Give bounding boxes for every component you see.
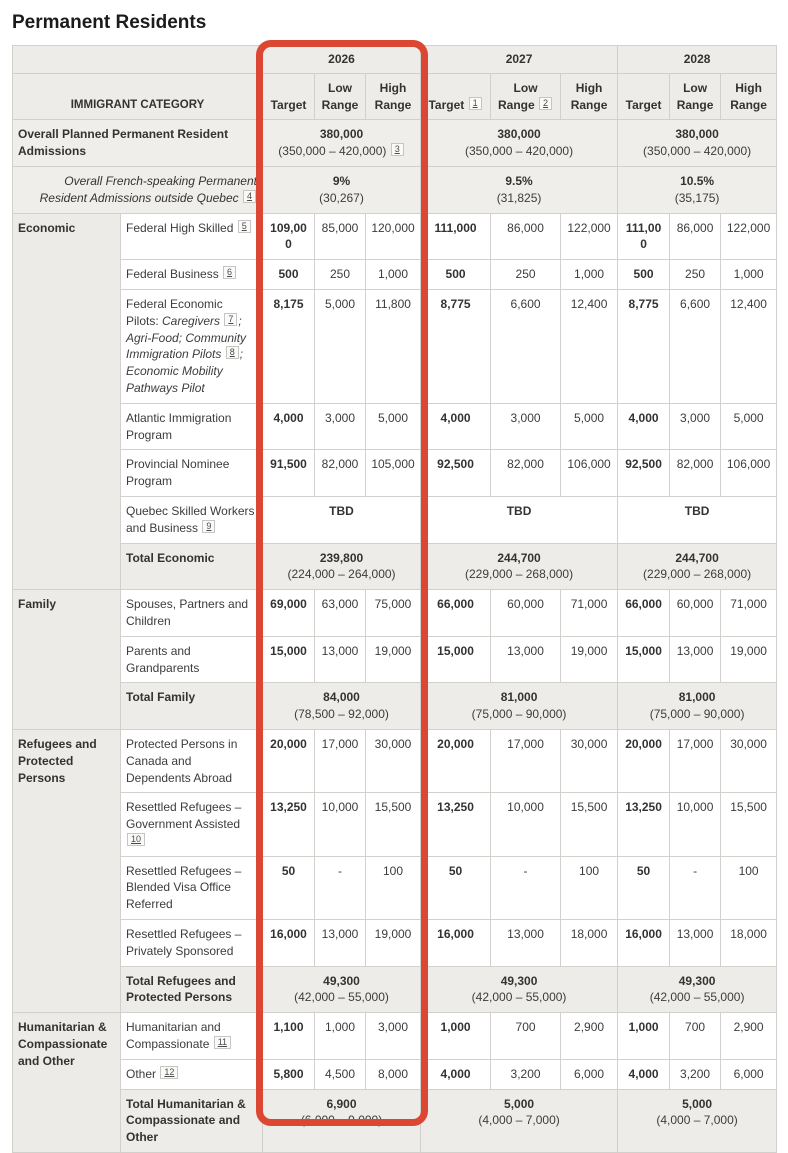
high-range-cell: 122,000 [561,213,618,260]
year-header-row [13,46,777,74]
low-range-cell: 5,000 [315,289,366,403]
high-range-cell: 2,900 [561,1013,618,1060]
other [13,1059,777,1089]
target-cell: 8,175 [263,289,315,403]
high-range-cell: 5,000 [366,403,421,450]
row-label: Overall French-speaking Permanent Resident Admissions outside Quebec 4 [13,166,263,213]
total-row-label: Total Humanitarian & Compassionate and Other [121,1089,263,1152]
total-value-cell [421,683,618,730]
low-range-cell: 60,000 [491,590,561,637]
row-label: Quebec Skilled Workers and Business 9 [121,496,263,543]
target-cell: 66,000 [618,590,670,637]
column-header: Target [618,73,670,120]
total-main-value: 49,300 [323,973,360,988]
high-range-cell: 18,000 [721,920,777,967]
target-cell: 16,000 [263,920,315,967]
total-range-value: (229,000 – 268,000) [643,567,752,582]
column-header: Low Range [670,73,721,120]
immigrant-category-header: IMMIGRANT CATEGORY [13,73,263,120]
low-range-cell: 3,000 [670,403,721,450]
row-label: Protected Persons in Canada and Dependents Abroad [121,729,263,792]
total-value-cell [263,1089,421,1152]
total-main-value: 5,000 [504,1096,535,1111]
target-cell: 15,000 [263,636,315,683]
total-main-value: 380,000 [497,127,541,142]
total-value-cell [421,966,618,1013]
high-range-cell: 12,400 [561,289,618,403]
target-cell: 20,000 [421,729,491,792]
row-label: Resettled Refugees – Government Assisted 10 [121,793,263,856]
total-row-label: Total Refugees and Protected Persons [121,966,263,1013]
target-cell: 20,000 [263,729,315,792]
total-range-value: (31,825) [496,190,542,205]
target-cell: 16,000 [618,920,670,967]
high-range-cell: 5,000 [721,403,777,450]
low-range-cell: 4,500 [315,1059,366,1089]
high-range-cell: 19,000 [721,636,777,683]
low-range-cell: - [315,856,366,919]
high-range-cell: 120,000 [366,213,421,260]
target-cell: 66,000 [421,590,491,637]
high-range-cell: 71,000 [721,590,777,637]
target-cell: 500 [421,260,491,290]
total-main-value: 10.5% [680,173,715,188]
target-cell: 50 [263,856,315,919]
total-range-value: (42,000 – 55,000) [294,990,389,1005]
total-value-cell [263,120,421,167]
low-range-cell: 700 [670,1013,721,1060]
total-range-value: (350,000 – 420,000) 3 [268,143,415,160]
target-cell: 4,000 [263,403,315,450]
low-range-cell: 250 [315,260,366,290]
federal-business [13,260,777,290]
total-main-value: 9.5% [505,173,533,188]
row-label: Spouses, Partners and Children [121,590,263,637]
high-range-cell: 122,000 [721,213,777,260]
target-cell: 111,000 [421,213,491,260]
target-cell: 50 [421,856,491,919]
target-cell: 1,000 [421,1013,491,1060]
total-row-label: Total Family [121,683,263,730]
low-range-cell: 10,000 [315,793,366,856]
low-range-cell: 13,000 [670,636,721,683]
high-range-cell: 71,000 [561,590,618,637]
category-cell: Economic [13,213,121,590]
target-cell: 20,000 [618,729,670,792]
low-range-cell: 86,000 [670,213,721,260]
total-range-value: (6,000 – 9,000) [300,1113,383,1128]
high-range-cell: 100 [366,856,421,919]
low-range-cell: 63,000 [315,590,366,637]
low-range-cell: 60,000 [670,590,721,637]
atlantic-immigration-program [13,403,777,450]
total-range-value: (75,000 – 90,000) [649,707,745,722]
column-header: High Range [721,73,777,120]
total-range-value: (42,000 – 55,000) [471,990,567,1005]
low-range-cell: - [491,856,561,919]
target-cell: 15,000 [618,636,670,683]
high-range-cell: 8,000 [366,1059,421,1089]
high-range-cell: 106,000 [721,450,777,497]
low-range-cell: 1,000 [315,1013,366,1060]
low-range-cell: 6,600 [670,289,721,403]
low-range-cell: 13,000 [491,636,561,683]
quebec-skilled-workers [13,496,777,543]
high-range-cell: 100 [721,856,777,919]
row-label: Federal Economic Pilots: Caregivers 7 ; Agri-Food; Community Immigration Pilots 8 ; Economic Mobility Pathways Pilot [121,289,263,403]
total-humanitarian-compassionate-other [13,1089,777,1152]
target-cell: 4,000 [618,1059,670,1089]
total-row-label: Total Economic [121,543,263,590]
total-main-value: 244,700 [497,550,541,565]
target-cell: 13,250 [263,793,315,856]
resettled-blended-visa-office [13,856,777,919]
footnote-link[interactable]: 5 [238,220,251,233]
high-range-cell: 75,000 [366,590,421,637]
target-cell: 50 [618,856,670,919]
high-range-cell: 2,900 [721,1013,777,1060]
high-range-cell: 12,400 [721,289,777,403]
high-range-cell: 1,000 [721,260,777,290]
total-value-cell [263,543,421,590]
total-value-cell [421,120,618,167]
footnote-link[interactable]: 1 [469,97,482,110]
corner-cell [13,46,263,74]
total-main-value: 81,000 [678,690,716,705]
total-main-value: 84,000 [323,690,360,705]
low-range-cell: 17,000 [491,729,561,792]
row-label: Overall Planned Permanent Resident Admissions [13,120,263,167]
total-range-value: (42,000 – 55,000) [649,990,745,1005]
column-header: Target 1 [421,73,491,120]
high-range-cell: 18,000 [561,920,618,967]
high-range-cell: 3,000 [366,1013,421,1060]
row-label: Humanitarian and Compassionate 11 [121,1013,263,1060]
high-range-cell: 19,000 [561,636,618,683]
overall-planned-admissions [13,120,777,167]
row-label: Resettled Refugees – Blended Visa Office Referred [121,856,263,919]
footnote-link[interactable]: 12 [160,1066,178,1079]
total-range-value: (75,000 – 90,000) [471,707,567,722]
table-body [13,120,777,1153]
target-cell: 5,800 [263,1059,315,1089]
total-main-value: 380,000 [675,127,719,142]
total-value-cell [263,683,421,730]
high-range-cell: 106,000 [561,450,618,497]
footnote-link[interactable]: 2 [539,97,552,110]
total-range-value: (229,000 – 268,000) [465,567,574,582]
high-range-cell: 105,000 [366,450,421,497]
year-header-2028: 2028 [618,46,777,74]
resettled-government-assisted [13,793,777,856]
total-range-value: (224,000 – 264,000) [287,567,396,582]
total-refugees-protected-persons [13,966,777,1013]
row-label: Federal Business 6 [121,260,263,290]
footnote-link[interactable]: 3 [391,143,404,156]
target-cell: 111,000 [618,213,670,260]
footnote-link[interactable]: 9 [202,520,215,533]
year-header-2027: 2027 [421,46,618,74]
merged-value-cell: TBD [263,496,421,543]
row-label: Provincial Nominee Program [121,450,263,497]
total-range-value: (4,000 – 7,000) [656,1113,738,1128]
low-range-cell: 85,000 [315,213,366,260]
merged-value-cell: TBD [421,496,618,543]
resettled-privately-sponsored [13,920,777,967]
column-header: Target [263,73,315,120]
table-header [13,46,777,120]
target-cell: 8,775 [618,289,670,403]
low-range-cell: 86,000 [491,213,561,260]
high-range-cell: 1,000 [561,260,618,290]
total-value-cell [421,166,618,213]
low-range-cell: 3,200 [670,1059,721,1089]
total-main-value: 244,700 [675,550,719,565]
row-label-italic-text: Economic Mobility Pathways Pilot [126,364,223,395]
total-main-value: 6,900 [326,1096,357,1111]
total-main-value: 49,300 [678,973,716,988]
high-range-cell: 30,000 [721,729,777,792]
low-range-cell: 13,000 [315,636,366,683]
total-main-value: 81,000 [500,690,538,705]
low-range-cell: 13,000 [491,920,561,967]
target-cell: 500 [618,260,670,290]
low-range-cell: 6,600 [491,289,561,403]
total-value-cell [618,966,777,1013]
low-range-cell: 82,000 [315,450,366,497]
footnote-link[interactable]: 6 [223,266,236,279]
footnote-link[interactable]: 4 [243,190,256,203]
high-range-cell: 30,000 [561,729,618,792]
row-label-italic-text: Caregivers [162,313,224,328]
year-header-2026: 2026 [263,46,421,74]
row-label-italic-text: ; [239,347,244,362]
low-range-cell: 17,000 [315,729,366,792]
footnote-link[interactable]: 10 [127,833,145,846]
total-value-cell [263,166,421,213]
target-cell: 13,250 [618,793,670,856]
target-cell: 8,775 [421,289,491,403]
high-range-cell: 6,000 [561,1059,618,1089]
total-main-value: 239,800 [319,550,364,565]
low-range-cell: 250 [670,260,721,290]
federal-high-skilled [13,213,777,260]
total-main-value: 9% [332,173,351,188]
target-cell: 91,500 [263,450,315,497]
high-range-cell: 6,000 [721,1059,777,1089]
total-main-value: 49,300 [500,973,538,988]
high-range-cell: 15,500 [561,793,618,856]
low-range-cell: 13,000 [670,920,721,967]
high-range-cell: 19,000 [366,920,421,967]
row-label-italic-text: ; [238,313,242,328]
provincial-nominee-program [13,450,777,497]
total-value-cell [618,683,777,730]
row-label: Parents and Grandparents [121,636,263,683]
total-range-value: (4,000 – 7,000) [478,1113,560,1128]
row-label-italic-text: Agri-Food; Community Immigration Pilots [126,330,247,362]
row-label: Atlantic Immigration Program [121,403,263,450]
low-range-cell: 3,000 [315,403,366,450]
total-range-value: (350,000 – 420,000) [643,144,752,159]
total-value-cell [618,120,777,167]
footnote-link[interactable]: 7 [224,313,237,326]
total-value-cell [263,966,421,1013]
merged-value-cell: TBD [618,496,777,543]
target-cell: 1,000 [618,1013,670,1060]
total-economic [13,543,777,590]
total-value-cell [618,166,777,213]
high-range-cell: 1,000 [366,260,421,290]
high-range-cell: 100 [561,856,618,919]
category-cell: Family [13,590,121,730]
target-cell: 4,000 [421,403,491,450]
high-range-cell: 11,800 [366,289,421,403]
total-value-cell [421,1089,618,1152]
target-cell: 109,000 [263,213,315,260]
target-cell: 15,000 [421,636,491,683]
category-cell: Refugees and Protected Persons [13,729,121,1012]
high-range-cell: 15,500 [721,793,777,856]
column-header: Low Range [315,73,366,120]
low-range-cell: 3,000 [491,403,561,450]
category-cell: Humanitarian & Compassionate and Other [13,1013,121,1153]
target-cell: 16,000 [421,920,491,967]
footnote-link[interactable]: 8 [226,346,239,359]
low-range-cell: 13,000 [315,920,366,967]
total-family [13,683,777,730]
parents-grandparents [13,636,777,683]
french-speaking-admissions [13,166,777,213]
total-value-cell [618,543,777,590]
high-range-cell: 5,000 [561,403,618,450]
page-title: Permanent Residents [12,12,207,33]
target-cell: 69,000 [263,590,315,637]
total-main-value: 380,000 [319,127,364,142]
high-range-cell: 19,000 [366,636,421,683]
low-range-cell: - [670,856,721,919]
row-label: Resettled Refugees – Privately Sponsored [121,920,263,967]
target-cell: 4,000 [421,1059,491,1089]
protected-persons [13,729,777,792]
low-range-cell: 82,000 [670,450,721,497]
total-main-value: 5,000 [682,1096,713,1111]
total-value-cell [421,543,618,590]
row-label: Federal High Skilled 5 [121,213,263,260]
target-cell: 4,000 [618,403,670,450]
immigration-levels-table [12,45,777,1153]
target-cell: 92,500 [421,450,491,497]
humanitarian-compassionate [13,1013,777,1060]
column-header-row [13,73,777,120]
low-range-cell: 82,000 [491,450,561,497]
total-range-value: (350,000 – 420,000) [465,144,574,159]
target-cell: 500 [263,260,315,290]
footnote-link[interactable]: 11 [214,1036,231,1049]
column-header: High Range [561,73,618,120]
total-value-cell [618,1089,777,1152]
total-range-value: (35,175) [674,190,720,205]
low-range-cell: 700 [491,1013,561,1060]
low-range-cell: 10,000 [491,793,561,856]
low-range-cell: 10,000 [670,793,721,856]
low-range-cell: 3,200 [491,1059,561,1089]
federal-economic-pilots [13,289,777,403]
high-range-cell: 15,500 [366,793,421,856]
column-header: High Range [366,73,421,120]
total-range-value: (30,267) [319,190,364,205]
low-range-cell: 17,000 [670,729,721,792]
target-cell: 92,500 [618,450,670,497]
column-header: Low Range 2 [491,73,561,120]
low-range-cell: 250 [491,260,561,290]
high-range-cell: 30,000 [366,729,421,792]
target-cell: 1,100 [263,1013,315,1060]
row-label: Other 12 [121,1059,263,1089]
target-cell: 13,250 [421,793,491,856]
spouses-partners-children [13,590,777,637]
total-range-value: (78,500 – 92,000) [294,707,389,722]
